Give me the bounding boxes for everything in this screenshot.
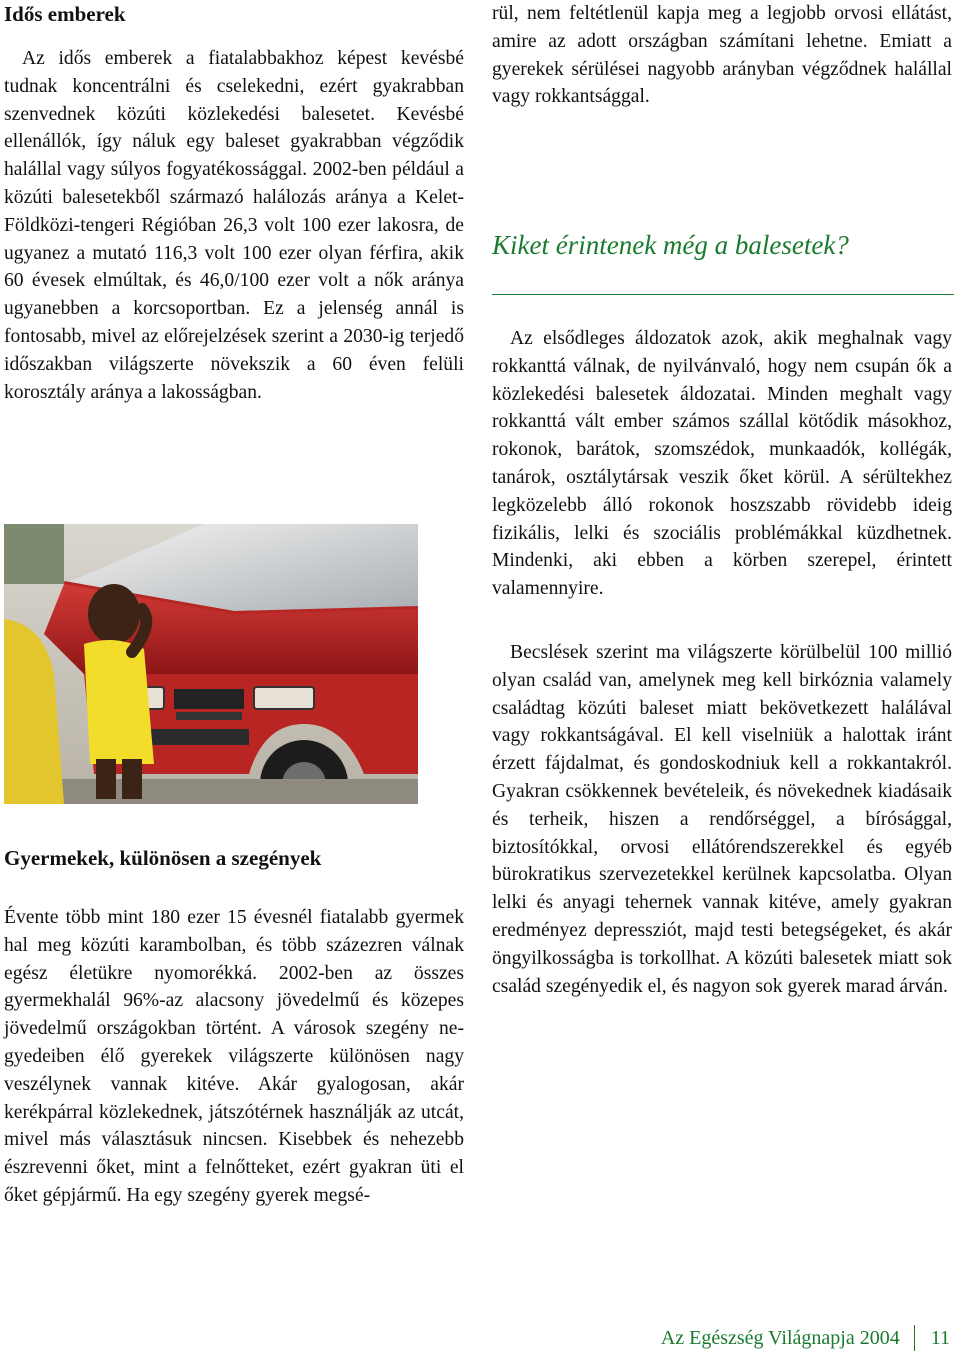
heading-elderly: Idős emberek [4,2,126,26]
heading-children: Gyermekek, különösen a szegények [4,846,322,870]
page-number: 11 [930,1326,950,1349]
paragraph-children: Évente több mint 180 ezer 15 évesnél fiatalabb gyermek hal meg közúti karambolban, és több százezren válnak egész életükre nyomorékká. 2002-ben az összes gyermekhalál 96%-az alacsony jövedelmű és közepes jövedelmű országokban történt. A városok szegény negyedeiben élő gyerekek világszerte különösen nagy veszélynek vannak kitéve. Akár gyalogosan, akár kerékpárral közlekednek, játszótérnek használják az utcát, mivel más választásuk nincsen. Kisebbek és nehezebb észrevenni őket, mint a felnőtteket, ezért gyakran üti el őket gépjármű. Ha egy szegény gyerek megsé- [4,907,464,1206]
heading-who-else: Kiket érintenek még a balesetek? [492,230,849,260]
section-who-else [492,230,952,261]
footer-publication: Az Egészség Világnapja 2004 [660,1326,900,1349]
paragraph-elderly: Az idős emberek a fiatalabbakhoz képest kevésbé tudnak koncentrálni és cselekedni, ezért gyakrabban szenvednek közúti közlekedési balesetet. Kevésbé ellenállók, így náluk egy baleset gyakrabban végződik halállal vagy súlyos fogyatékossággal. 2002-ben például a közúti balesetekből származó halálozás aránya a Kelet-Földközi-tengeri Régióban 26,3 volt 100 ezer lakosra, de ugyanez a mutató 116,3 volt 100 ezer olyan férfira, akik 60 évesek elmúltak, és 46,0/100 ezer volt a nők aránya ugyanebben a korcsoportban. Ez a jelenség annál is fontosabb, mivel az előrejelzések szerint a 2030-ig terjedő időszakban világszerte növekszik a 60 éven felüli korosztály aránya a lakosságban. [4,48,464,403]
page-footer [661,1323,950,1353]
paragraph-families: Becslések szerint ma világszerte körülbelül 100 millió olyan család van, amelynek meg kell birkóznia valamely családtag közúti baleset miatt bekövetkezett halálával vagy rokkantságával. El kell viselniük a halottak iránt érzett fájdalmat, és gondoskodniuk kell a rokkantakról. Gyakran csökkennek bevételeik, és növekednek kiadásaik és terheik, hiszen a rendőrséggel, a bírósággal, biztosítókkal, orvosi ellátórendszerekkel és egyéb bürokratikus szervezetekkel kerülnek kapcsolatba. Olyan lelki és anyagi tehernek vannak kitéve, amely gyakran eredményez depressziót, majd testi betegségeket, és akár öngyilkosságba is torkollhat. A közúti balesetek miatt sok család szegényedik el, és nagyon sok gyerek marad árván. [492,641,952,997]
heading-rule [492,294,954,295]
section-children [4,846,464,1210]
paragraph-primary-victims: Az elsődleges áldozatok azok, akik meghalnak vagy rokkanttá válnak, de nyilvánvaló, hogy nem csupán ők a közlekedési balesetek áldozatai. Minden meghalt vagy rokkanttá vált ember számos szállal kötődik másokhoz, rokonok, barátok, szomszédok, munkaadók, kollégák, tanárok, osztálytársak veszik őket körül. A sérültekhez legközelebb álló rokonok hoszszabb rövidebb ideig fizikális, lelki és szociális problémákkal küzdhetnek. Mindenki, aki ebben a körben szerepel, érintett valamennyire. [492,328,952,600]
photo-illustration [4,524,418,804]
paragraph-children-continued: rül, nem feltétlenül kapja meg a legjobb orvosi ellátást, amire az adott országban számítani lehetne. Emiatt a gyerekek sérülései nagyobb arányban végződnek halállal vagy rokkantsággal. [492,3,952,108]
section-who-else-body [492,325,952,1000]
section-children-continued [492,0,952,111]
footer-separator [914,1325,915,1351]
photo-child-and-car [4,524,418,804]
section-elderly [4,2,464,406]
